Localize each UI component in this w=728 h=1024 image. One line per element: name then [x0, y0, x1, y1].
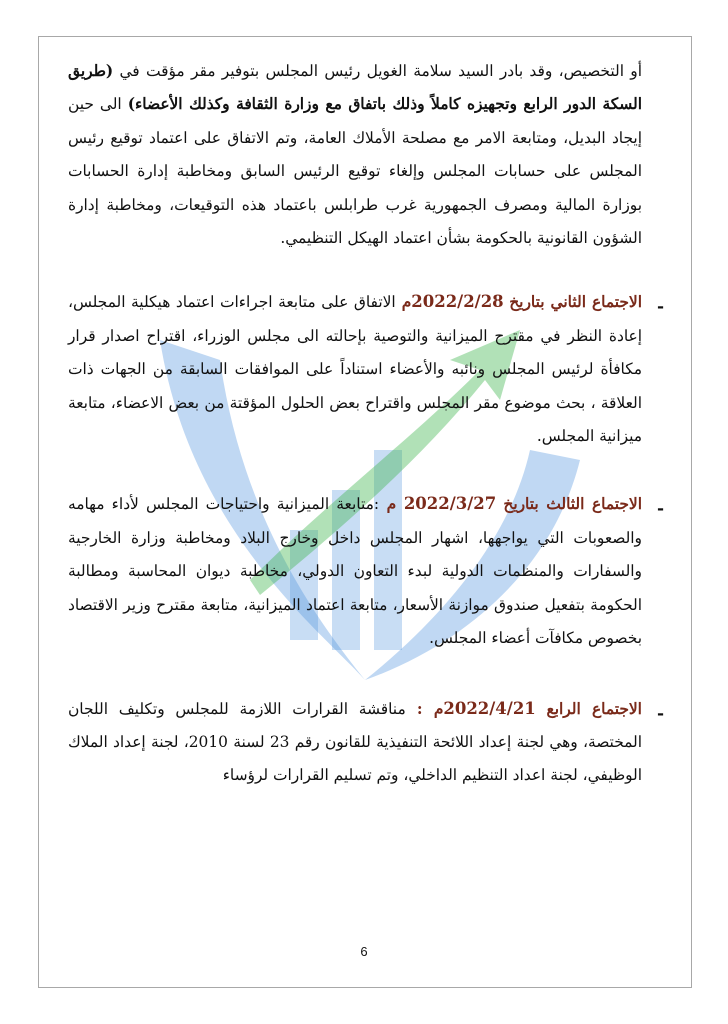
meeting-paragraph [68, 487, 642, 655]
meeting-item-3 [68, 487, 664, 655]
meeting-body: مناقشة القرارات اللازمة للمجلس وتكليف اللجان المختصة، وهي لجنة إعداد اللائحة التنفيذية للقانون رقم 23 لسنة 2010، لجنة إعداد الملاك الوظيفي، لجنة اعداد التنظيم الداخلي، وتم تسليم القرارات لرؤساء [68, 699, 642, 785]
meeting-date-suffix: م [379, 495, 404, 514]
meeting-date: 2022/4/21 [443, 698, 536, 718]
document-body [68, 55, 664, 793]
meeting-item-4 [68, 692, 664, 793]
intro-text-end: الى حين إيجاد البديل، ومتابعة الامر مع مصلحة الأملاك العامة، وتم الاتفاق على اعتماد توقيع رئيس المجلس على حسابات المجلس وإلغاء توقيع الرئيس السابق ومخاطبة إدارة الحسابات بوزارة المالية ومصرف الجمهورية غرب طرابلس باعتماد هذه التوقيعات، ومخاطبة إدارة الشؤون القانونية بالحكومة بشأن اعتماد الهيكل التنظيمي. [68, 95, 642, 248]
intro-bold-text: (طريق السكة الدور الرابع وتجهيزه كاملاً وذلك باتفاق مع وزارة الثقافة وكذلك الأعضاء) [68, 62, 642, 114]
meeting-date: 2022/2/28 [411, 292, 504, 312]
page-number: 6 [360, 944, 368, 959]
meeting-date-suffix: م [395, 293, 412, 312]
meeting-body: :متابعة الميزانية واحتياجات المجلس لأداء مهامه والصعوبات التي يواجهها، اشهار المجلس داخل وخارج البلاد ومخاطبة وزارة الخارجية والسفارات والمنظمات الدولية لبدء التعاون الدولي، مخاطبة ديوان المحاسبة ومطالبة الحكومة بتفعيل صندوق موازنة الأسعار، متابعة اعتماد الميزانية، متابعة مقترح وزير الاقتصاد بخصوص مكافآت أعضاء المجلس. [68, 495, 642, 648]
intro-paragraph [68, 55, 642, 255]
bullet-dash-icon: - [656, 297, 664, 318]
meeting-date-suffix: م : [405, 699, 444, 718]
bullet-dash-icon: - [656, 703, 664, 724]
meeting-date: 2022/3/27 [403, 494, 497, 514]
intro-text-start: أو التخصيص، وقد بادر السيد سلامة الغويل رئيس المجلس بتوفير مقر مؤقت في [113, 62, 642, 80]
meeting-heading: الاجتماع الرابع [546, 699, 642, 718]
meeting-paragraph [68, 692, 642, 793]
bullet-dash-icon: - [656, 499, 664, 520]
meeting-body: الاتفاق على متابعة اجراءات اعتماد هيكلية المجلس، إعادة النظر في مقترح الميزانية والتوصية بإحالته الى مجلس الوزراء، اقتراح اصدار قرار مكافأة لرئيس المجلس ونائبه والأعضاء استناداً على الموافقات السابقة من الجهات ذات العلاقة ، بحث موضوع مقر المجلس واقتراح بعض الحلول المؤقتة من بعض الاعضاء، متابعة ميزانية المجلس. [68, 293, 642, 446]
meeting-paragraph [68, 285, 642, 453]
meeting-item-2 [68, 285, 664, 453]
meeting-heading: الاجتماع الثاني بتاريخ [509, 293, 642, 312]
meeting-heading: الاجتماع الثالث بتاريخ [503, 495, 642, 514]
